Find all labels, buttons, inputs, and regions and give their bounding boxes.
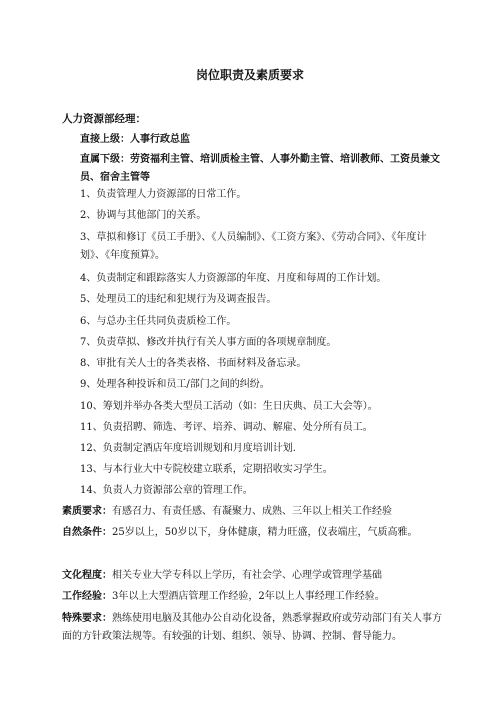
duty-item-1: 1、负责管理人力资源部的日常工作。 [80, 189, 247, 200]
duty-item-14: 14、负责人力资源部公章的管理工作。 [80, 485, 253, 496]
requirement-text: 相关专业大学专科以上学历，有社会学、心理学或管理学基础 [112, 570, 382, 581]
duty-item-5: 5、处理员工的违纪和犯规行为及调查报告。 [80, 294, 277, 305]
requirement-label: 工作经验： [62, 591, 112, 602]
requirement-label: 特殊要求： [62, 613, 112, 624]
direct-subordinates: 直属下级：劳资福利主管、培训质检主管、人事外勤主管、培训教师、工资员兼文员、宿舍主管等 [80, 154, 440, 183]
duty-item-13: 13、与本行业大中专院校建立联系，定期招收实习学生。 [80, 464, 333, 475]
requirement-education [62, 567, 444, 585]
duty-item-9: 9、处理各种投诉和员工/部门之间的纠纷。 [80, 379, 270, 390]
duty-item-11: 11、负责招聘、筛选、考评、培养、调动、解雇、处分所有员工。 [80, 422, 373, 433]
requirement-special [62, 610, 444, 646]
section-title: 人力资源部经理： [62, 113, 146, 125]
page-title: 岗位职责及素质要求 [195, 68, 304, 82]
requirement-text: 3年以上大型酒店管理工作经验，2年以上人事经理工作经验。 [112, 591, 385, 602]
requirement-label: 自然条件： [62, 527, 112, 538]
duty-item-12: 12、负责制定酒店年度培训规划和月度培训计划. [80, 443, 296, 454]
duty-item-8: 8、审批有关人士的各类表格、书面材料及备忘录。 [80, 358, 307, 369]
requirement-label: 文化程度： [62, 570, 112, 581]
duty-item-10: 10、筹划并举办各类大型员工活动（如：生日庆典、员工大会等）。 [80, 401, 378, 412]
requirement-text: 25岁以上，50岁以下，身体健康，精力旺盛，仪表端庄，气质高雅。 [112, 527, 418, 538]
requirement-text: 熟练使用电脑及其他办公自动化设备，熟悉掌握政府或劳动部门有关人事方面的方针政策法规等。有较强的计划、组织、领导、协调、控制、督导能力。 [62, 613, 442, 642]
duty-item-3: 3、草拟和修订《员工手册》、《人员编制》、《工资方案》、《劳动合同》、《年度计划》、《年度预算》。 [80, 232, 427, 261]
duty-item-7: 7、负责草拟、修改并执行有关人事方面的各项规章制度。 [80, 337, 337, 348]
requirement-text: 有感召力、有责任感、有凝聚力、成熟、三年以上相关工作经验 [112, 506, 392, 517]
requirement-quality [62, 503, 444, 521]
requirement-experience [62, 588, 444, 606]
direct-superior: 直接上级：人事行政总监 [80, 134, 190, 145]
duty-item-6: 6、与总办主任共同负责质检工作。 [80, 316, 237, 327]
requirement-label: 素质要求： [62, 506, 112, 517]
duty-item-4: 4、负责制定和跟踪落实人力资源部的年度、月度和每周的工作计划。 [80, 273, 387, 284]
duty-item-2: 2、协调与其他部门的关系。 [80, 210, 207, 221]
requirement-conditions [62, 524, 444, 542]
